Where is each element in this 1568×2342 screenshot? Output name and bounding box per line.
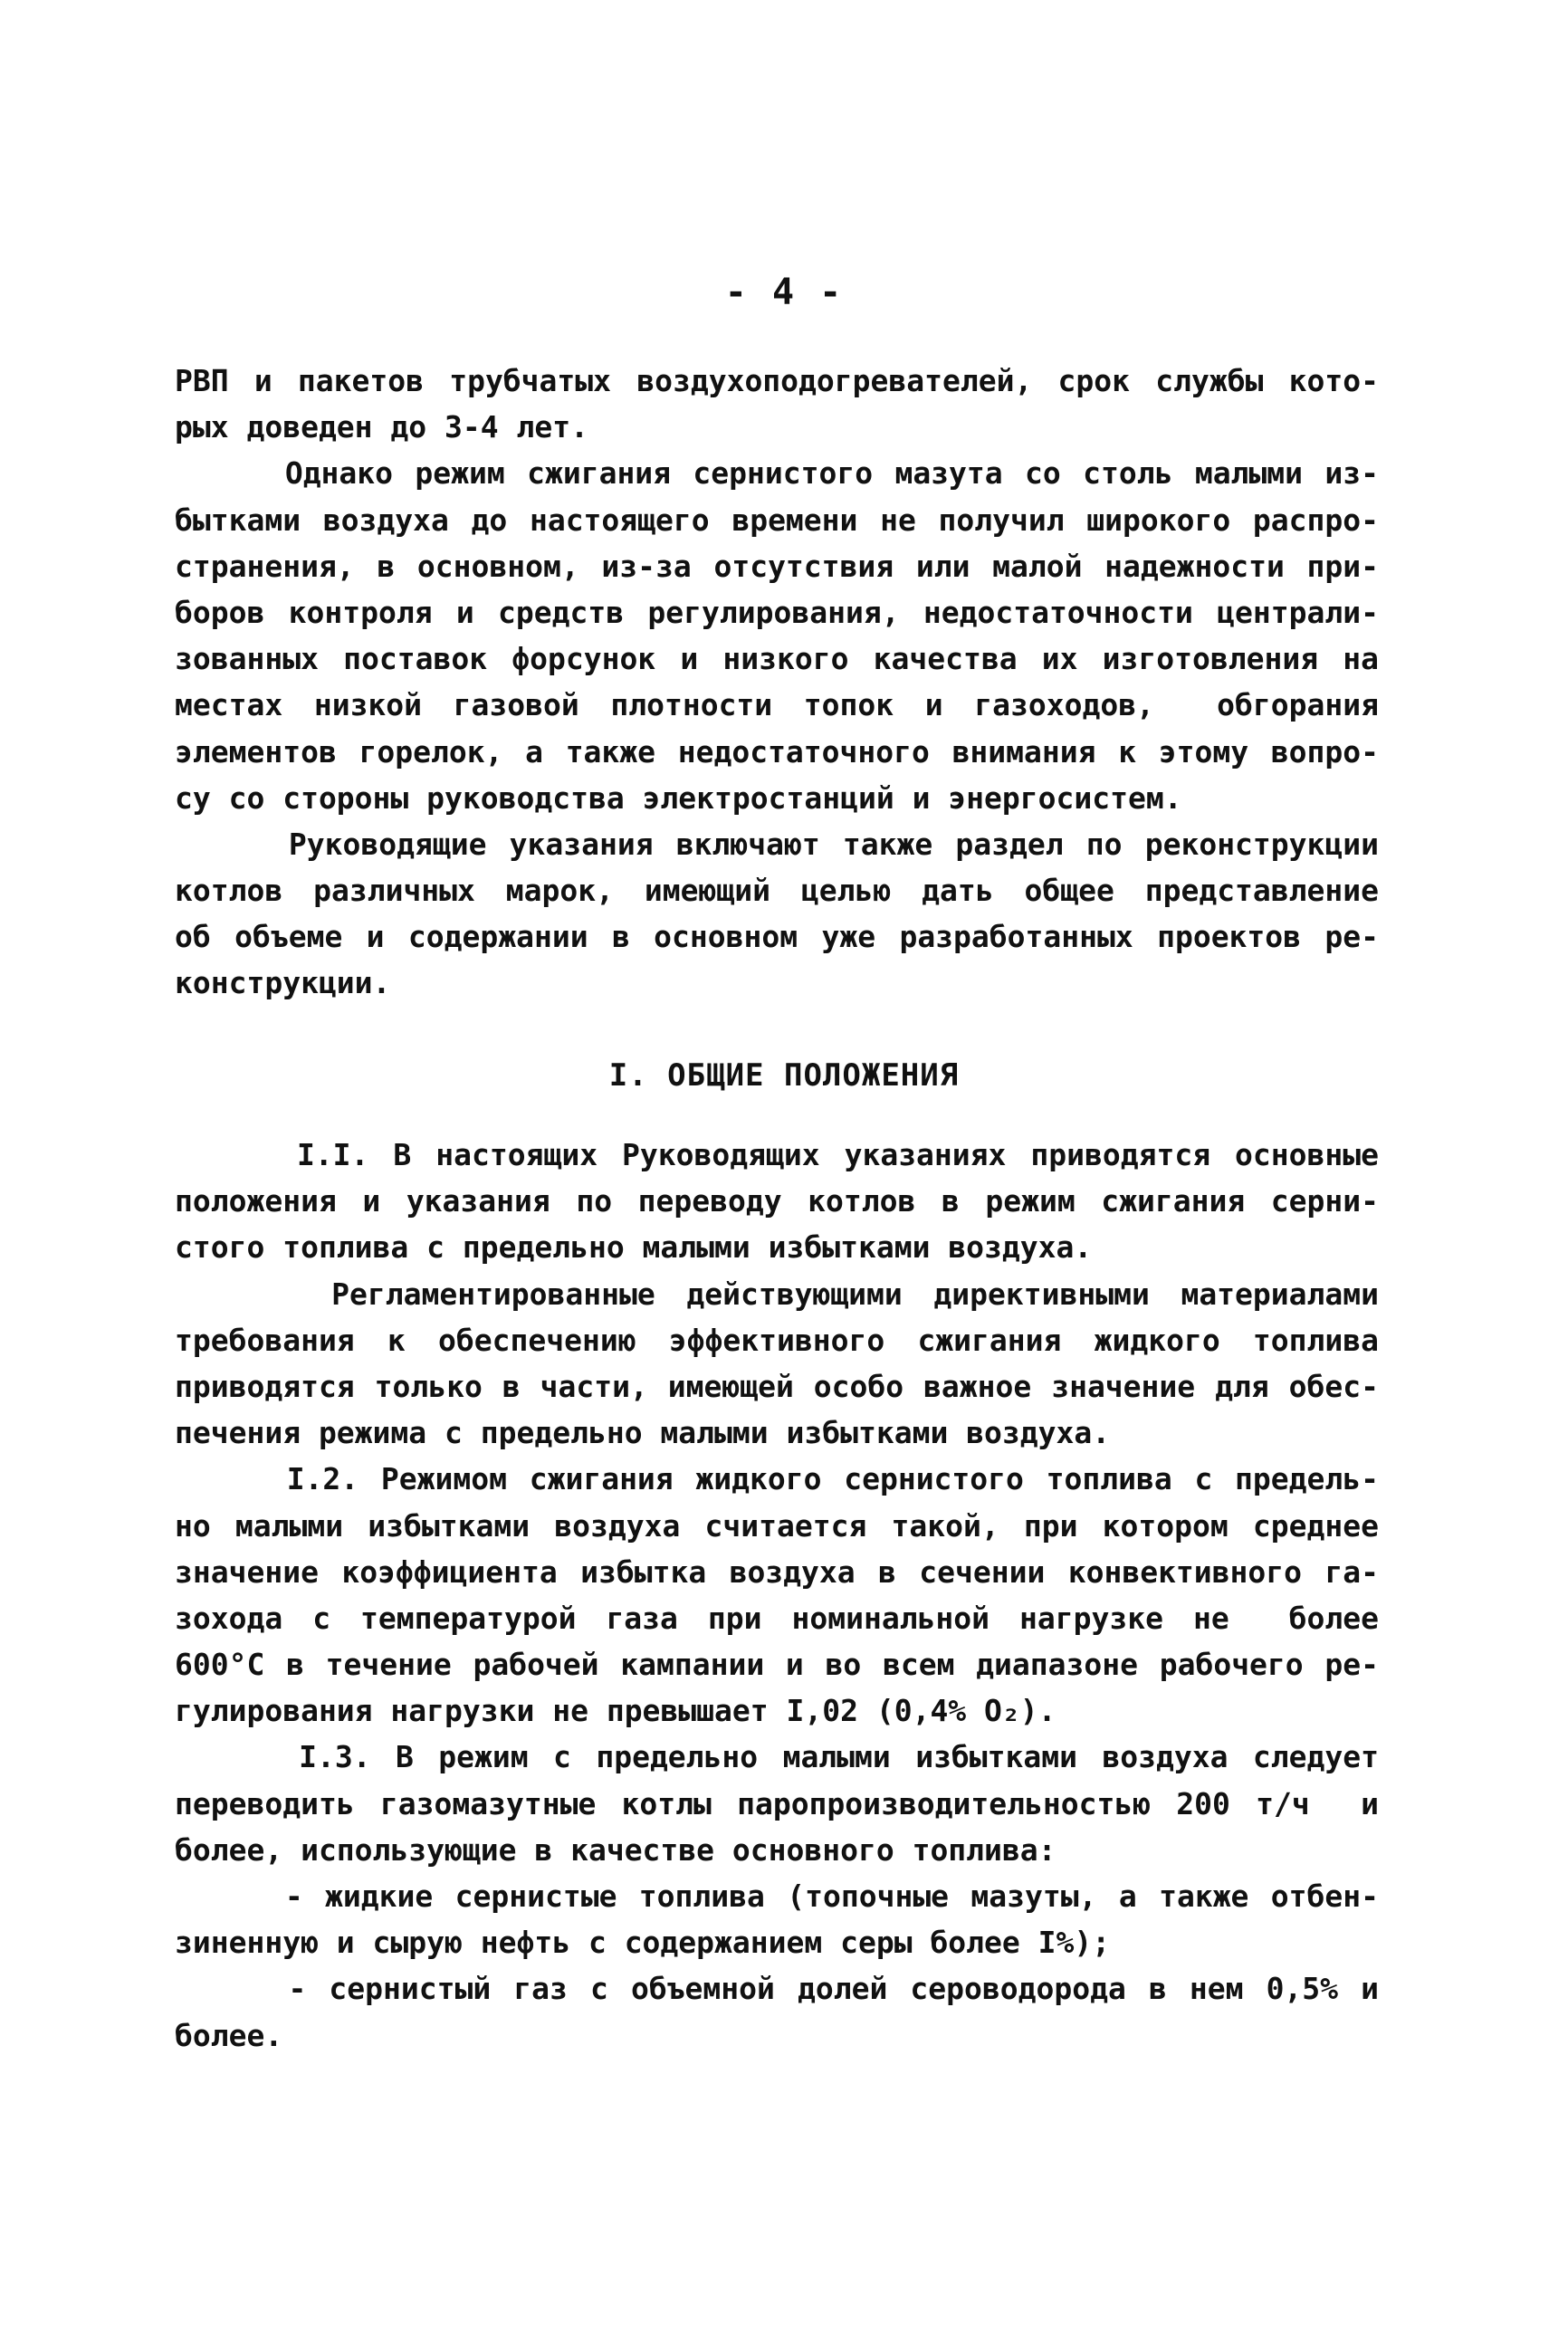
section-text [175, 1132, 1379, 2059]
text-line: местах низкой газовой плотности топок и газоходов, обгорания [175, 687, 1379, 723]
text-line: зованных поставок форсунок и низкого качества их изготовления на [175, 641, 1379, 677]
text-line: приводятся только в части, имеющей особо важное значение для обес- [175, 1368, 1379, 1404]
text-line: переводить газомазутные котлы паропроизводительностью 200 т/ч и [175, 1785, 1379, 1821]
intro-text [175, 358, 1379, 1007]
text-line: - сернистый газ с объемной долей сероводорода в нем 0,5% и [175, 1971, 1379, 2007]
text-line: странения, в основном, из-за отсутствия или малой надежности при- [175, 548, 1379, 584]
section-title: I. ОБЩИЕ ПОЛОЖЕНИЯ [608, 1057, 960, 1094]
text-line: боров контроля и средств регулирования, недостаточности централи- [175, 594, 1379, 630]
text-line: Руководящие указания включают также раздел по реконструкции [175, 826, 1379, 862]
text-line: бытками воздуха до настоящего времени не получил широкого распро- [175, 502, 1379, 538]
text-line: печения режима с предельно малыми избытками воздуха. [175, 1415, 1111, 1451]
text-line: об объеме и содержании в основном уже разработанных проектов ре- [175, 919, 1379, 955]
text-line: РВП и пакетов трубчатых воздухоподогревателей, срок службы кото- [175, 363, 1379, 398]
text-line: стого топлива с предельно малыми избытками воздуха. [175, 1229, 1093, 1266]
text-line: значение коэффициента избытка воздуха в сечении конвективного га- [175, 1553, 1379, 1590]
text-line: более. [175, 2017, 283, 2053]
text-line: зиненную и сырую нефть с содержанием серы более I%); [175, 1925, 1111, 1961]
text-line: I.2. Режимом сжигания жидкого сернистого топлива с предель- [175, 1461, 1379, 1497]
page-number: - 4 - [724, 272, 844, 313]
text-line: Однако режим сжигания сернистого мазута со столь малыми из- [175, 455, 1379, 492]
text-line: зохода с температурой газа при номинальной нагрузке не более [175, 1600, 1379, 1636]
text-line: I.I. В настоящих Руководящих указаниях приводятся основные [175, 1137, 1379, 1172]
text-line: конструкции. [175, 965, 391, 1001]
text-line: су со стороны руководства электростанций и энергосистем. [175, 779, 1182, 816]
text-line: I.3. В режим с предельно малыми избытками воздуха следует [175, 1739, 1379, 1775]
text-line: положения и указания по переводу котлов в режим сжигания серни- [175, 1183, 1379, 1219]
text-line: - жидкие сернистые топлива (топочные мазуты, а также отбен- [175, 1878, 1379, 1914]
text-line: котлов различных марок, имеющий целью дать общее представление [175, 873, 1379, 909]
text-line: гулирования нагрузки не превышает I,02 (0,4% O₂). [175, 1693, 1056, 1729]
text-line: требования к обеспечению эффективного сжигания жидкого топлива [175, 1322, 1379, 1358]
text-line: элементов горелок, а также недостаточного внимания к этому вопро- [175, 733, 1379, 770]
text-line: рых доведен до 3-4 лет. [175, 409, 588, 445]
text-line: 600°С в течение рабочей кампании и во всем диапазоне рабочего ре- [175, 1647, 1379, 1683]
text-line: Регламентированные действующими директивными материалами [175, 1276, 1379, 1312]
text-line: более, использующие в качестве основного топлива: [175, 1831, 1056, 1868]
text-line: но малыми избытками воздуха считается такой, при котором среднее [175, 1507, 1379, 1544]
